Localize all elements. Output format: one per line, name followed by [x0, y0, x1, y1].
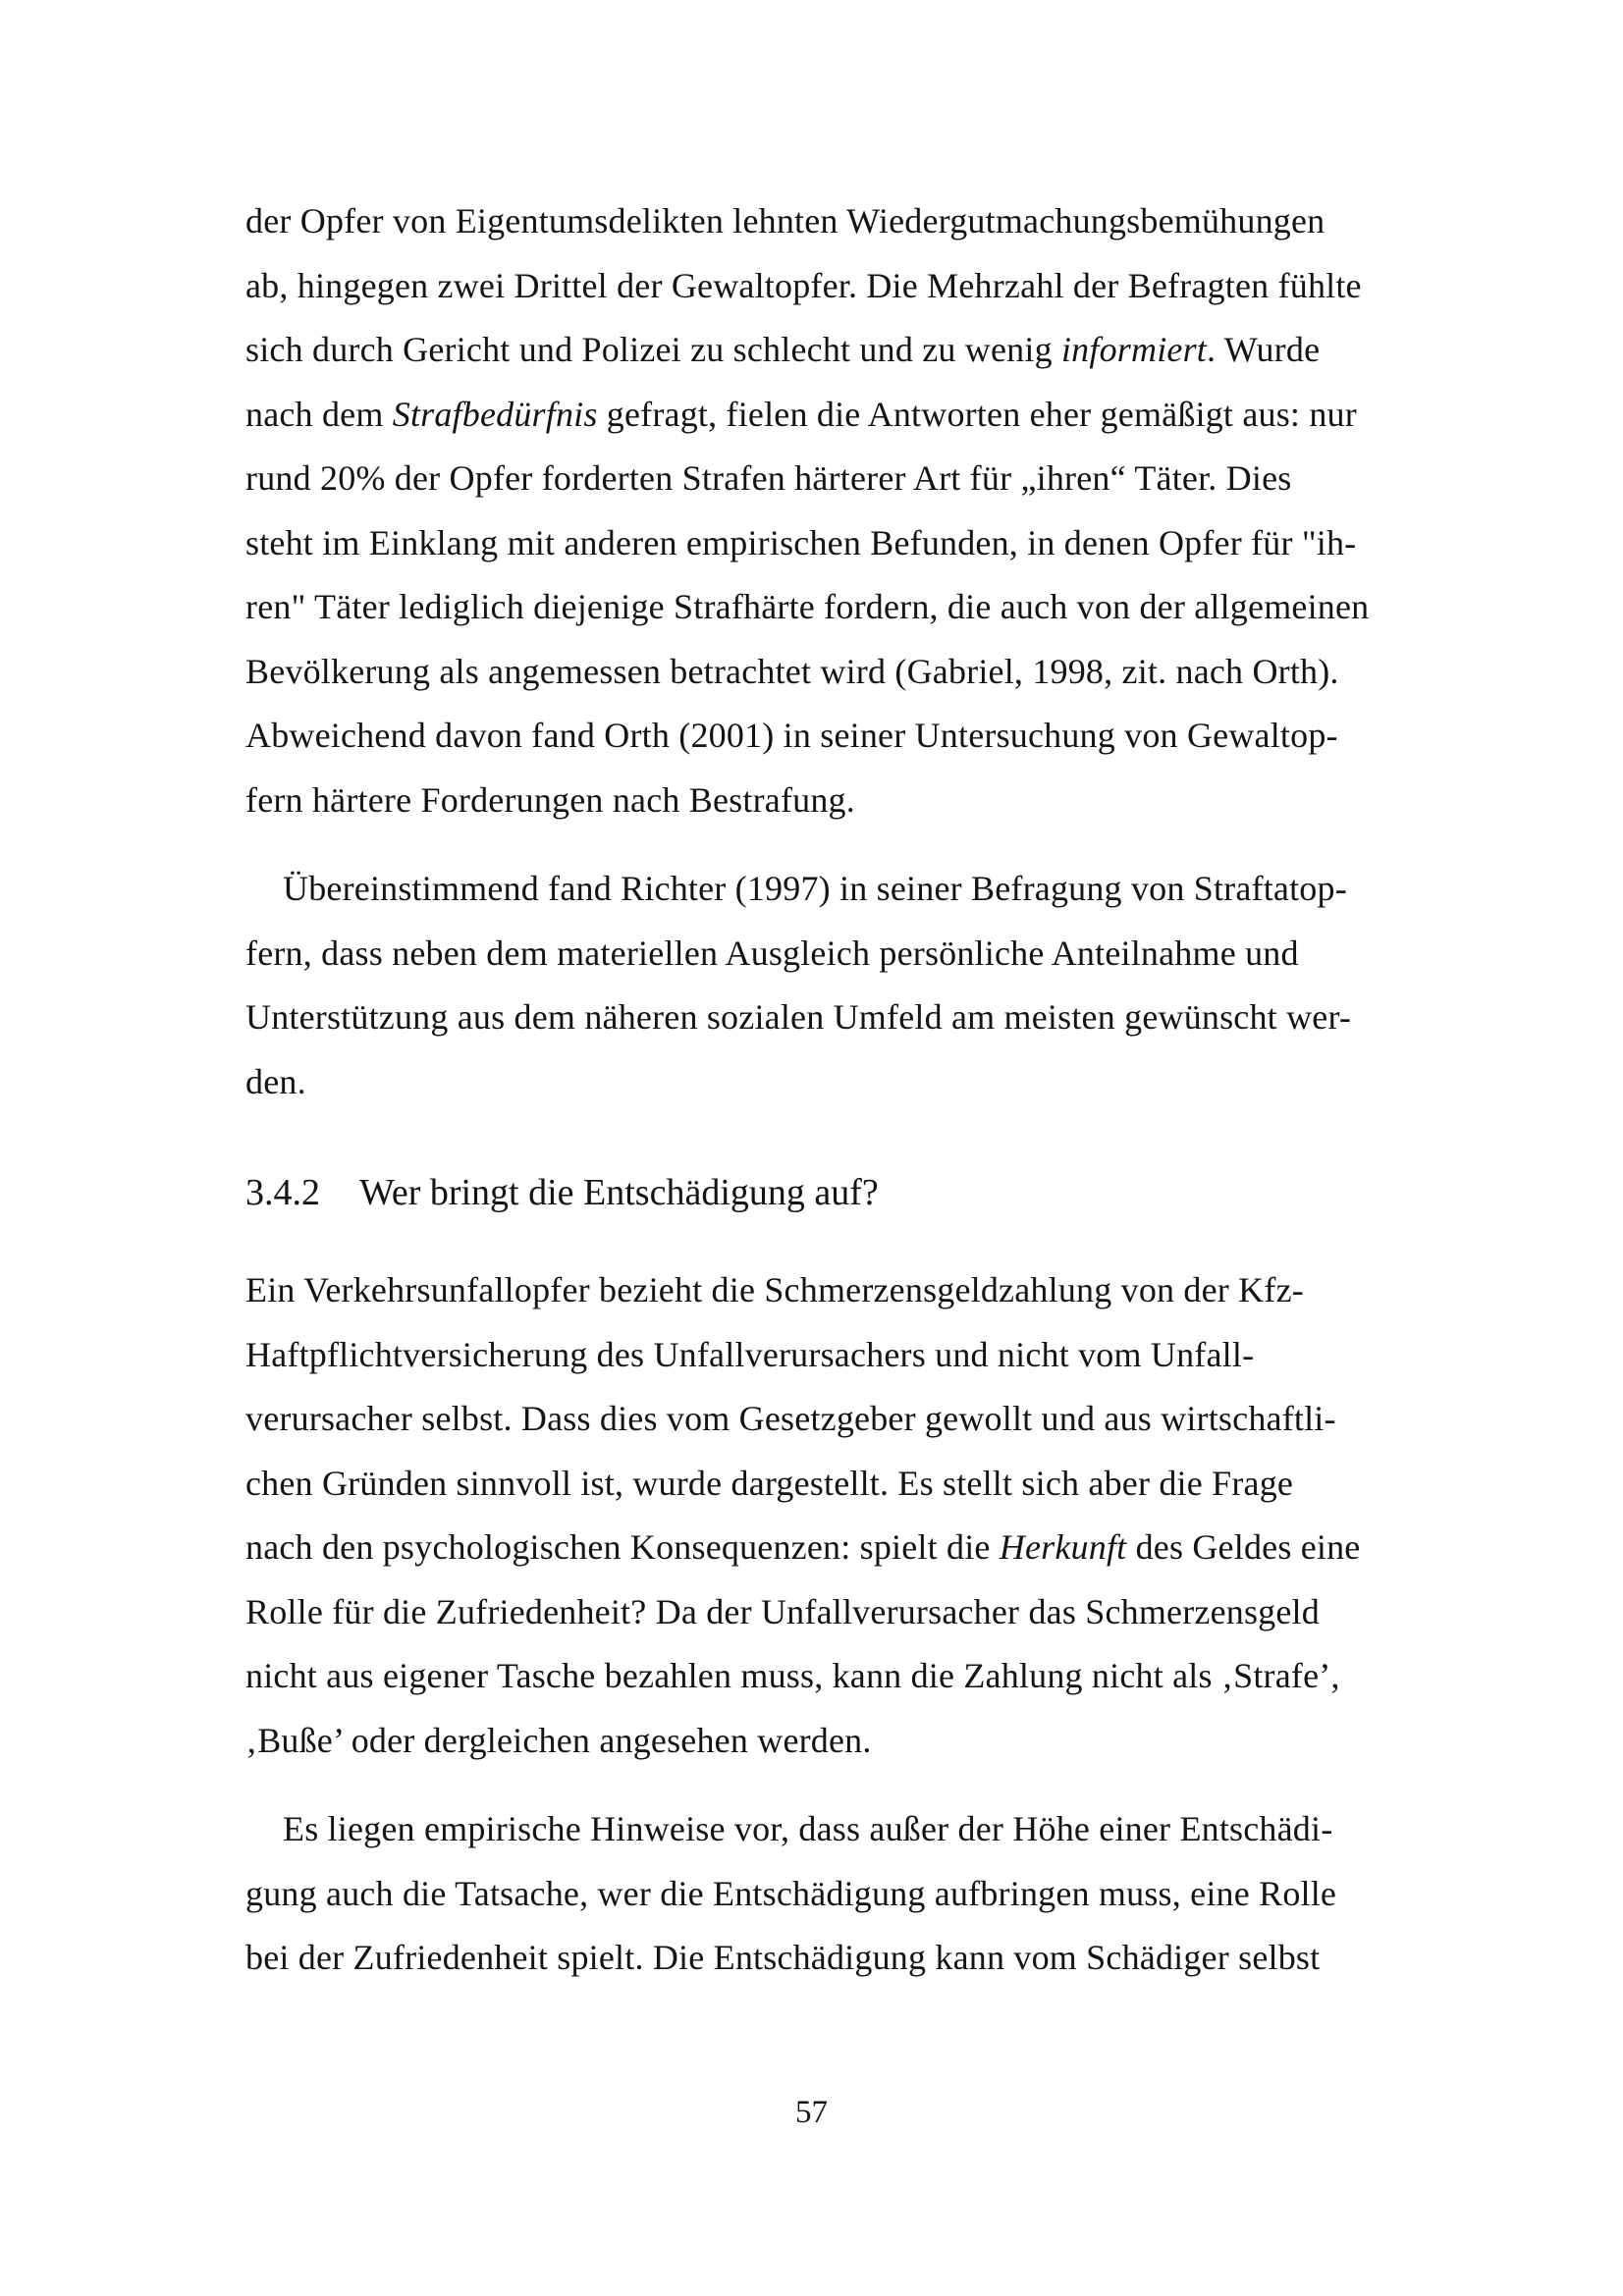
text-line	[245, 318, 1473, 383]
text-line	[245, 1926, 1473, 1991]
text-line	[245, 1862, 1473, 1927]
text-run: Übereinstimmend fand Richter (1997) in seiner Befragung von Straftatop-	[283, 869, 1347, 908]
section-number: 3.4.2	[245, 1172, 320, 1213]
italic-text-run: Strafbedürfnis	[392, 394, 598, 434]
text-run: . Wurde	[1207, 330, 1321, 369]
text-run: Unterstützung aus dem näheren sozialen Umfeld am meisten gewünscht wer-	[245, 997, 1352, 1037]
text-line	[245, 189, 1473, 254]
text-run: Haftpflichtversicherung des Unfallverursachers und nicht vom Unfall-	[245, 1334, 1255, 1374]
text-line	[245, 1387, 1473, 1452]
text-line	[245, 1644, 1473, 1709]
text-run: Ein Verkehrsunfallopfer bezieht die Schmerzensgeldzahlung von der Kfz-	[245, 1270, 1304, 1309]
italic-text-run: informiert	[1060, 330, 1207, 369]
page-number: 57	[795, 2095, 828, 2130]
text-line	[245, 254, 1473, 319]
text-line	[245, 704, 1473, 769]
text-run: fern, dass neben dem materiellen Ausgleich persönliche Anteilnahme und	[245, 933, 1299, 973]
text-line	[245, 383, 1473, 448]
text-line	[245, 1516, 1473, 1580]
paragraph	[245, 857, 1473, 1114]
text-run: chen Gründen sinnvoll ist, wurde dargestellt. Es stellt sich aber die Frage	[245, 1463, 1294, 1503]
text-line	[245, 1580, 1473, 1645]
text-line	[245, 769, 1473, 833]
text-line	[245, 1050, 1473, 1115]
text-line	[245, 575, 1473, 640]
text-run: Rolle für die Zufriedenheit? Da der Unfallverursacher das Schmerzensgeld	[245, 1591, 1320, 1631]
text-run: rund 20% der Opfer forderten Strafen härterer Art für „ihren“ Täter. Dies	[245, 458, 1292, 498]
section-heading	[245, 1168, 1473, 1217]
text-run: verursacher selbst. Dass dies vom Gesetzgeber gewollt und aus wirtschaftli-	[245, 1399, 1336, 1438]
text-run: des Geldes eine	[1126, 1527, 1361, 1567]
text-line	[245, 511, 1473, 576]
paragraph	[245, 189, 1473, 832]
text-line	[245, 1323, 1473, 1388]
paragraph	[245, 1797, 1473, 1991]
text-line	[245, 447, 1473, 511]
text-run: sich durch Gericht und Polizei zu schlecht und zu wenig	[245, 330, 1061, 369]
paragraph	[245, 1258, 1473, 1773]
text-run: nicht aus eigener Tasche bezahlen muss, kann die Zahlung nicht als ‚Strafe’,	[245, 1656, 1340, 1695]
text-line	[245, 1258, 1473, 1323]
text-run: fern härtere Forderungen nach Bestrafung.	[245, 779, 855, 820]
text-run: der Opfer von Eigentumsdelikten lehnten Wiedergutmachungsbemühungen	[245, 201, 1325, 240]
text-line	[245, 1709, 1473, 1774]
text-run: ren" Täter lediglich diejenige Strafhärte fordern, die auch von der allgemeinen	[245, 587, 1370, 626]
text-line	[245, 986, 1473, 1050]
text-run: Abweichend davon fand Orth (2001) in seiner Untersuchung von Gewaltop-	[245, 716, 1338, 755]
text-run: ab, hingegen zwei Drittel der Gewaltopfer. Die Mehrzahl der Befragten fühlte	[245, 265, 1362, 305]
text-run: ‚Buße’ oder dergleichen angesehen werden.	[245, 1720, 872, 1760]
text-run: steht im Einklang mit anderen empirischen Befunden, in denen Opfer für "ih-	[245, 522, 1357, 562]
text-line	[245, 1797, 1473, 1862]
section-title: Wer bringt die Entschädigung auf?	[359, 1172, 879, 1213]
text-line	[245, 640, 1473, 705]
text-body	[245, 189, 1473, 1991]
text-run: Bevölkerung als angemessen betrachtet wird (Gabriel, 1998, zit. nach Orth).	[245, 651, 1339, 691]
text-run: Es liegen empirische Hinweise vor, dass außer der Höhe einer Entschädi-	[283, 1809, 1333, 1848]
text-run: nach dem	[245, 394, 393, 434]
text-run: den.	[245, 1061, 306, 1101]
italic-text-run: Herkunft	[999, 1527, 1127, 1567]
text-line	[245, 922, 1473, 987]
text-line	[245, 1452, 1473, 1517]
text-run: gung auch die Tatsache, wer die Entschädigung aufbringen muss, eine Rolle	[245, 1873, 1337, 1913]
text-line	[245, 857, 1473, 922]
text-run: nach den psychologischen Konsequenzen: spielt die	[245, 1527, 1000, 1567]
text-run: gefragt, fielen die Antworten eher gemäßigt aus: nur	[597, 394, 1357, 434]
text-run: bei der Zufriedenheit spielt. Die Entschädigung kann vom Schädiger selbst	[245, 1938, 1321, 1977]
